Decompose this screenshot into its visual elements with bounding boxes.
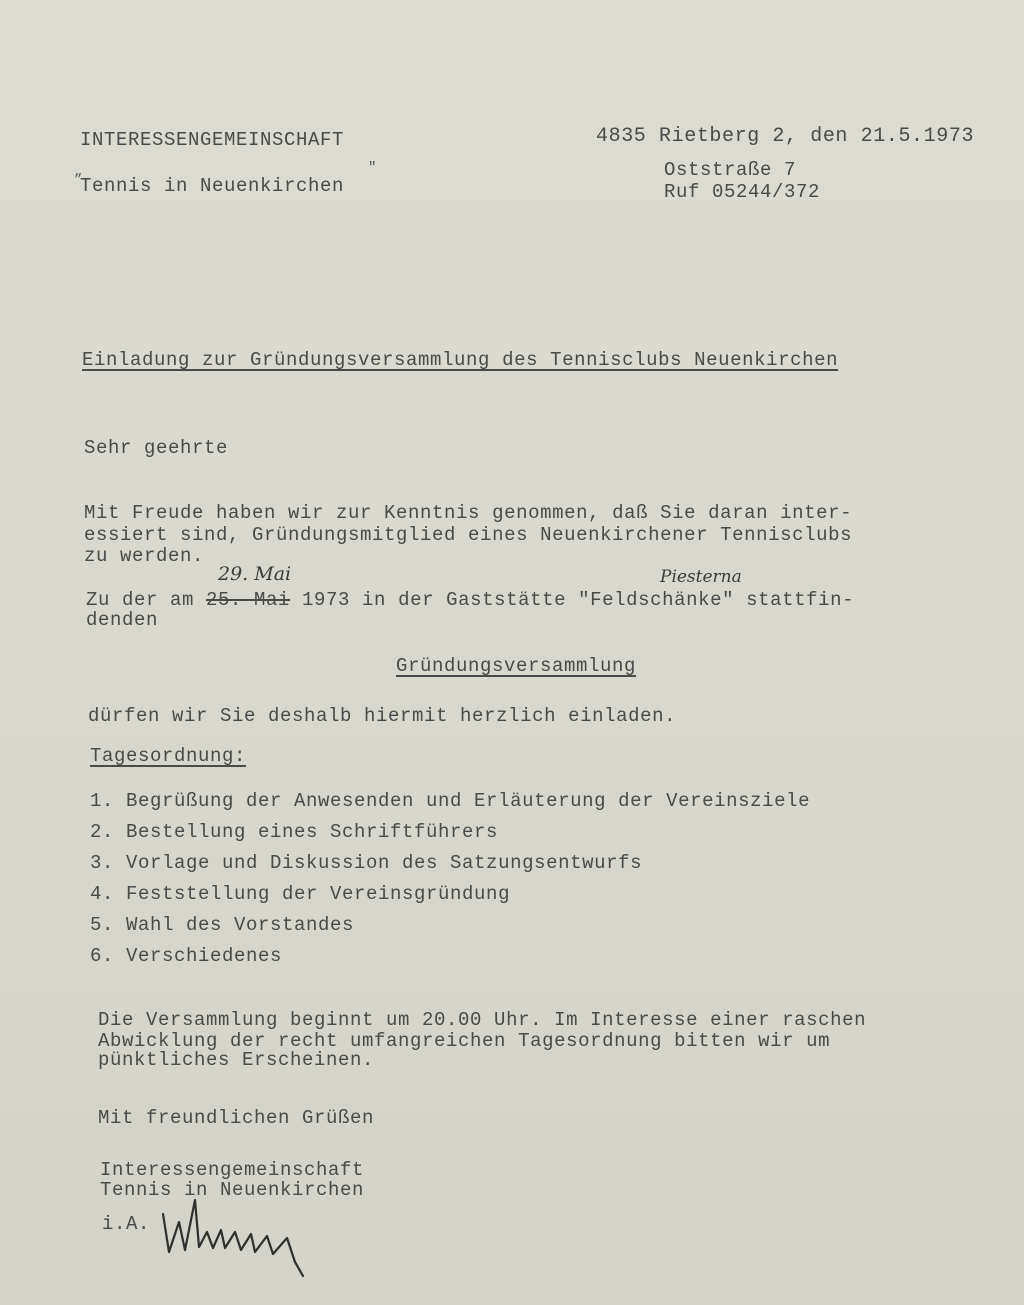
center-heading: Gründungsversammlung xyxy=(396,655,637,677)
agenda-item: 4. Feststellung der Vereinsgründung xyxy=(90,883,511,905)
agenda-item: 2. Bestellung eines Schriftführers xyxy=(90,821,499,843)
para2-prefix: Zu der am xyxy=(86,589,207,611)
para2-mid: 1973 in der Gaststätte "Feldschänke" stattfin- xyxy=(290,589,855,611)
struck-date: 25. Mai xyxy=(206,589,291,611)
handwritten-signature xyxy=(155,1192,325,1287)
salutation: Sehr geehrte xyxy=(84,437,229,459)
agenda-item: 6. Verschiedenes xyxy=(90,945,283,967)
handwritten-date-correction: 29. Mai xyxy=(218,563,292,585)
org-subtitle: Tennis in Neuenkirchen xyxy=(80,175,345,197)
para1-line1: Mit Freude haben wir zur Kenntnis genommen, daß Sie daran inter- xyxy=(84,502,853,524)
invite-line: dürfen wir Sie deshalb hiermit herzlich einladen. xyxy=(88,705,677,727)
agenda-item: 3. Vorlage und Diskussion des Satzungsentwurfs xyxy=(90,852,643,874)
agenda-title: Tagesordnung: xyxy=(90,745,247,767)
closing-line2: Abwicklung der recht umfangreichen Tagesordnung bitten wir um xyxy=(98,1030,831,1052)
quote-mark-close: " xyxy=(368,160,377,176)
org-name: INTERESSENGEMEINSCHAFT xyxy=(80,129,345,151)
letter-subject: Einladung zur Gründungsversammlung des Tennisclubs Neuenkirchen xyxy=(82,349,839,371)
place-date: 4835 Rietberg 2, den 21.5.1973 xyxy=(596,125,975,148)
quote-mark-open: „ xyxy=(74,164,83,180)
closing-line3: pünktliches Erscheinen. xyxy=(98,1049,375,1071)
agenda-item: 5. Wahl des Vorstandes xyxy=(90,914,355,936)
para2-line2: denden xyxy=(86,609,159,631)
street-address: Oststraße 7 xyxy=(664,159,797,181)
para1-line2: essiert sind, Gründungsmitglied eines Neuenkirchener Tennisclubs xyxy=(84,524,853,546)
closing-line1: Die Versammlung beginnt um 20.00 Uhr. Im Interesse einer raschen xyxy=(98,1009,867,1031)
signoff-org1: Interessengemeinschaft xyxy=(100,1159,365,1181)
agenda-list xyxy=(90,786,810,972)
para2-line1 xyxy=(86,590,854,611)
signoff-org2: Tennis in Neuenkirchen xyxy=(100,1179,365,1201)
signoff-ia: i.A. xyxy=(102,1213,151,1235)
closing-greeting: Mit freundlichen Grüßen xyxy=(98,1107,375,1129)
agenda-item: 1. Begrüßung der Anwesenden und Erläuterung der Vereinsziele xyxy=(90,790,811,812)
handwritten-venue-correction: Piesterna xyxy=(660,567,742,587)
para1-line3: zu werden. xyxy=(84,545,205,567)
phone-number: Ruf 05244/372 xyxy=(664,181,821,203)
